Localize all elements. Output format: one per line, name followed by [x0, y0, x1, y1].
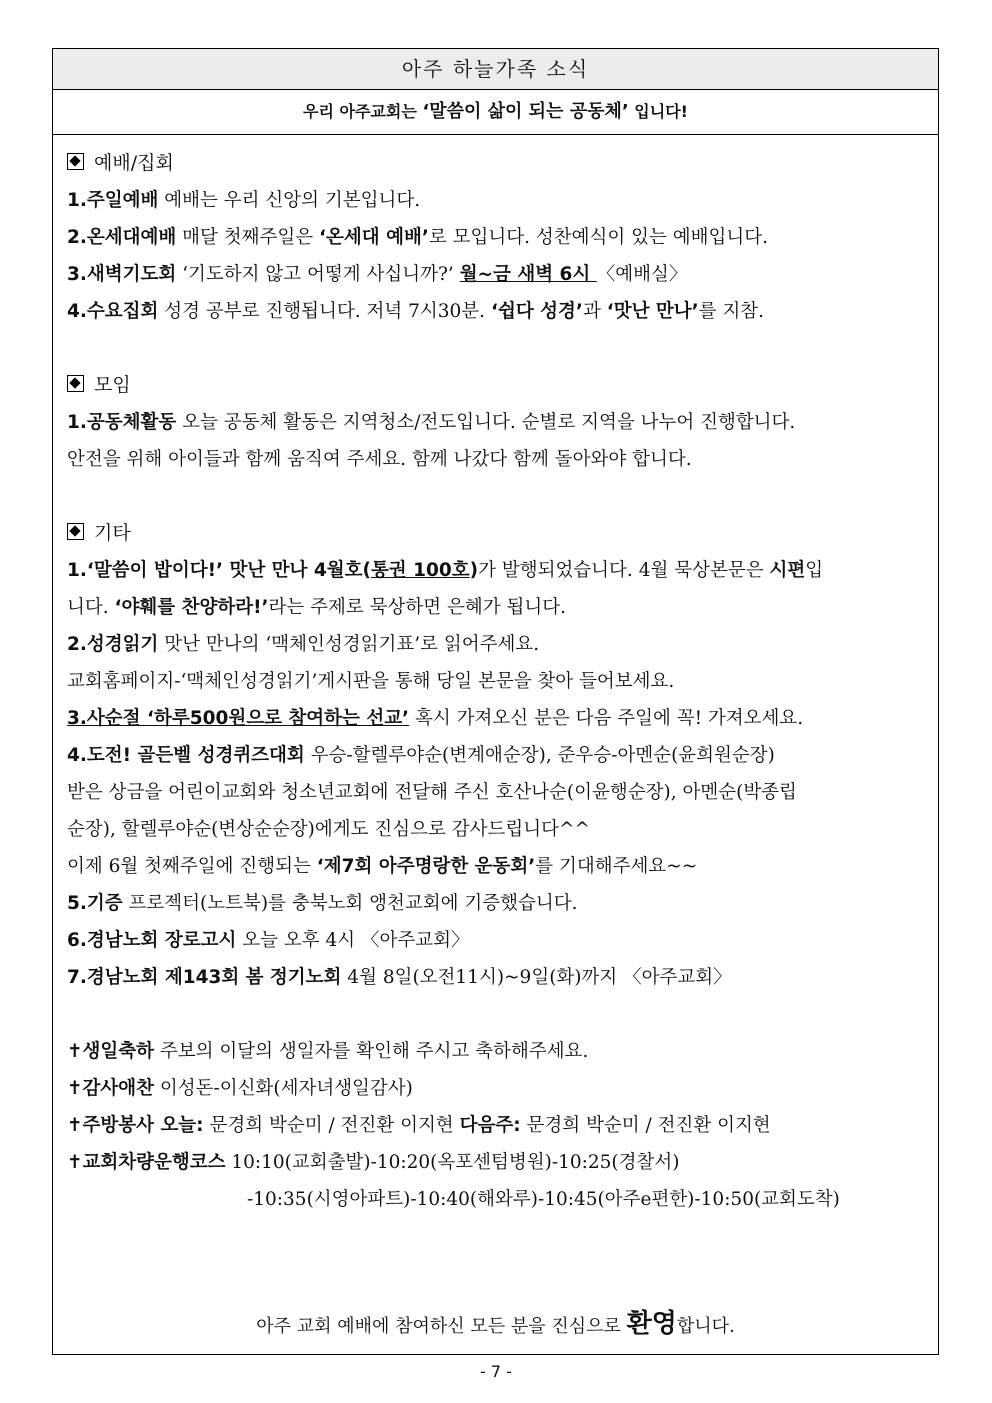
notice-birthday: ✝생일축하 주보의 이달의 생일자를 확인해 주시고 축하해주세요.	[67, 1041, 589, 1062]
meeting-item-1: 1.공동체활동 오늘 공동체 활동은 지역청소/전도입니다. 순별로 지역을 나누어 진행합니다.	[67, 412, 796, 433]
section-heading-worship: 예배/집회	[67, 145, 928, 182]
motto-prefix: 우리 아주교회는	[303, 102, 423, 121]
motto-banner	[53, 90, 938, 135]
etc-item-5: 5.기증 프로젝터(노트북)를 충북노회 앵천교회에 기증했습니다.	[67, 893, 578, 914]
etc-item-1-cont: 니다. ‘야훼를 찬양하라!’라는 주제로 묵상하면 은혜가 됩니다.	[67, 597, 567, 618]
page-number: - 7 -	[480, 1362, 512, 1381]
notice-kitchen: ✝주방봉사 오늘: 문경희 박순미 / 전진환 이지현 다음주: 문경희 박순미 / 전진환 이지현	[67, 1115, 771, 1136]
worship-item-4: 4.수요집회 성경 공부로 진행됩니다. 저녁 7시30분. ‘쉽다 성경’과 ‘맛난 만나’를 지참.	[67, 301, 765, 322]
etc-item-1: 1.‘말씀이 밥이다!’ 맛난 만나 4월호(통권 100호)가 발행되었습니다. 4월 묵상본문은 시편입	[67, 560, 824, 581]
etc-item-6: 6.경남노회 장로고시 오늘 오후 4시 〈아주교회〉	[67, 930, 470, 951]
etc-item-2-cont: 교회홈페이지-‘맥체인성경읽기’게시판을 통해 당일 본문을 찾아 들어보세요.	[67, 671, 675, 692]
section-heading-etc: 기타	[67, 515, 928, 552]
etc-item-4-cont-3: 이제 6월 첫째주일에 진행되는 ‘제7회 아주명랑한 운동회’를 기대해주세요~~	[67, 856, 698, 877]
motto-emphasis: ‘말씀이 삶이 되는 공동체’	[422, 101, 629, 122]
notice-shuttle-cont: -10:35(시영아파트)-10:40(해와루)-10:45(아주e편한)-10:50(교회도착)	[247, 1189, 840, 1210]
notice-thanks: ✝감사애찬 이성돈-이신화(세자녀생일감사)	[67, 1078, 413, 1099]
worship-item-1: 1.주일예배 예배는 우리 신앙의 기본입니다.	[67, 190, 421, 211]
square-diamond-icon	[67, 375, 84, 392]
cross-icon: ✝	[67, 1078, 83, 1099]
bulletin-frame	[52, 48, 939, 1355]
etc-item-7: 7.경남노회 제143회 봄 정기노회 4월 8일(오전11시)~9일(화)까지 〈아주교회〉	[67, 967, 732, 988]
square-diamond-icon	[67, 153, 84, 170]
meeting-item-1-cont: 안전을 위해 아이들과 함께 움직여 주세요. 함께 나갔다 함께 돌아와야 합니다.	[67, 449, 692, 470]
cross-icon: ✝	[67, 1041, 83, 1062]
welcome-message: 아주 교회 예배에 참여하신 모든 분을 진심으로 환영합니다.	[256, 1309, 735, 1339]
worship-item-2: 2.온세대예배 매달 첫째주일은 ‘온세대 예배’로 모입니다. 성찬예식이 있는 예배입니다.	[67, 227, 768, 248]
etc-item-4-cont-2: 순장), 할렐루야순(변상순순장)에게도 진심으로 감사드립니다^^	[67, 819, 590, 840]
cross-icon: ✝	[67, 1152, 83, 1173]
etc-item-2: 2.성경읽기 맛난 만나의 ‘맥체인성경읽기표’로 읽어주세요.	[67, 634, 540, 655]
etc-item-4: 4.도전! 골든벨 성경퀴즈대회 우승-할렐루야순(변계애순장), 준우승-아멘순(윤희원순장)	[67, 745, 775, 766]
section-heading-meeting: 모임	[67, 367, 928, 404]
notice-shuttle: ✝교회차량운행코스 10:10(교회출발)-10:20(옥포센텀병원)-10:25(경찰서)	[67, 1152, 680, 1173]
bulletin-body	[53, 135, 938, 1218]
motto-suffix: 입니다!	[628, 102, 688, 121]
etc-item-3: 3.사순절 ‘하루500원으로 참여하는 선교’ 혹시 가져오신 분은 다음 주일에 꼭! 가져오세요.	[67, 708, 804, 729]
square-diamond-icon	[67, 523, 84, 540]
cross-icon: ✝	[67, 1115, 83, 1136]
etc-item-4-cont-1: 받은 상금을 어린이교회와 청소년교회에 전달해 주신 호산나순(이윤행순장), 아멘순(박종립	[67, 782, 797, 803]
worship-item-3: 3.새벽기도회 ‘기도하지 않고 어떻게 사십니까?’ 월~금 새벽 6시 〈예배실〉	[67, 264, 688, 285]
page-title: 아주 하늘가족 소식	[53, 49, 938, 90]
